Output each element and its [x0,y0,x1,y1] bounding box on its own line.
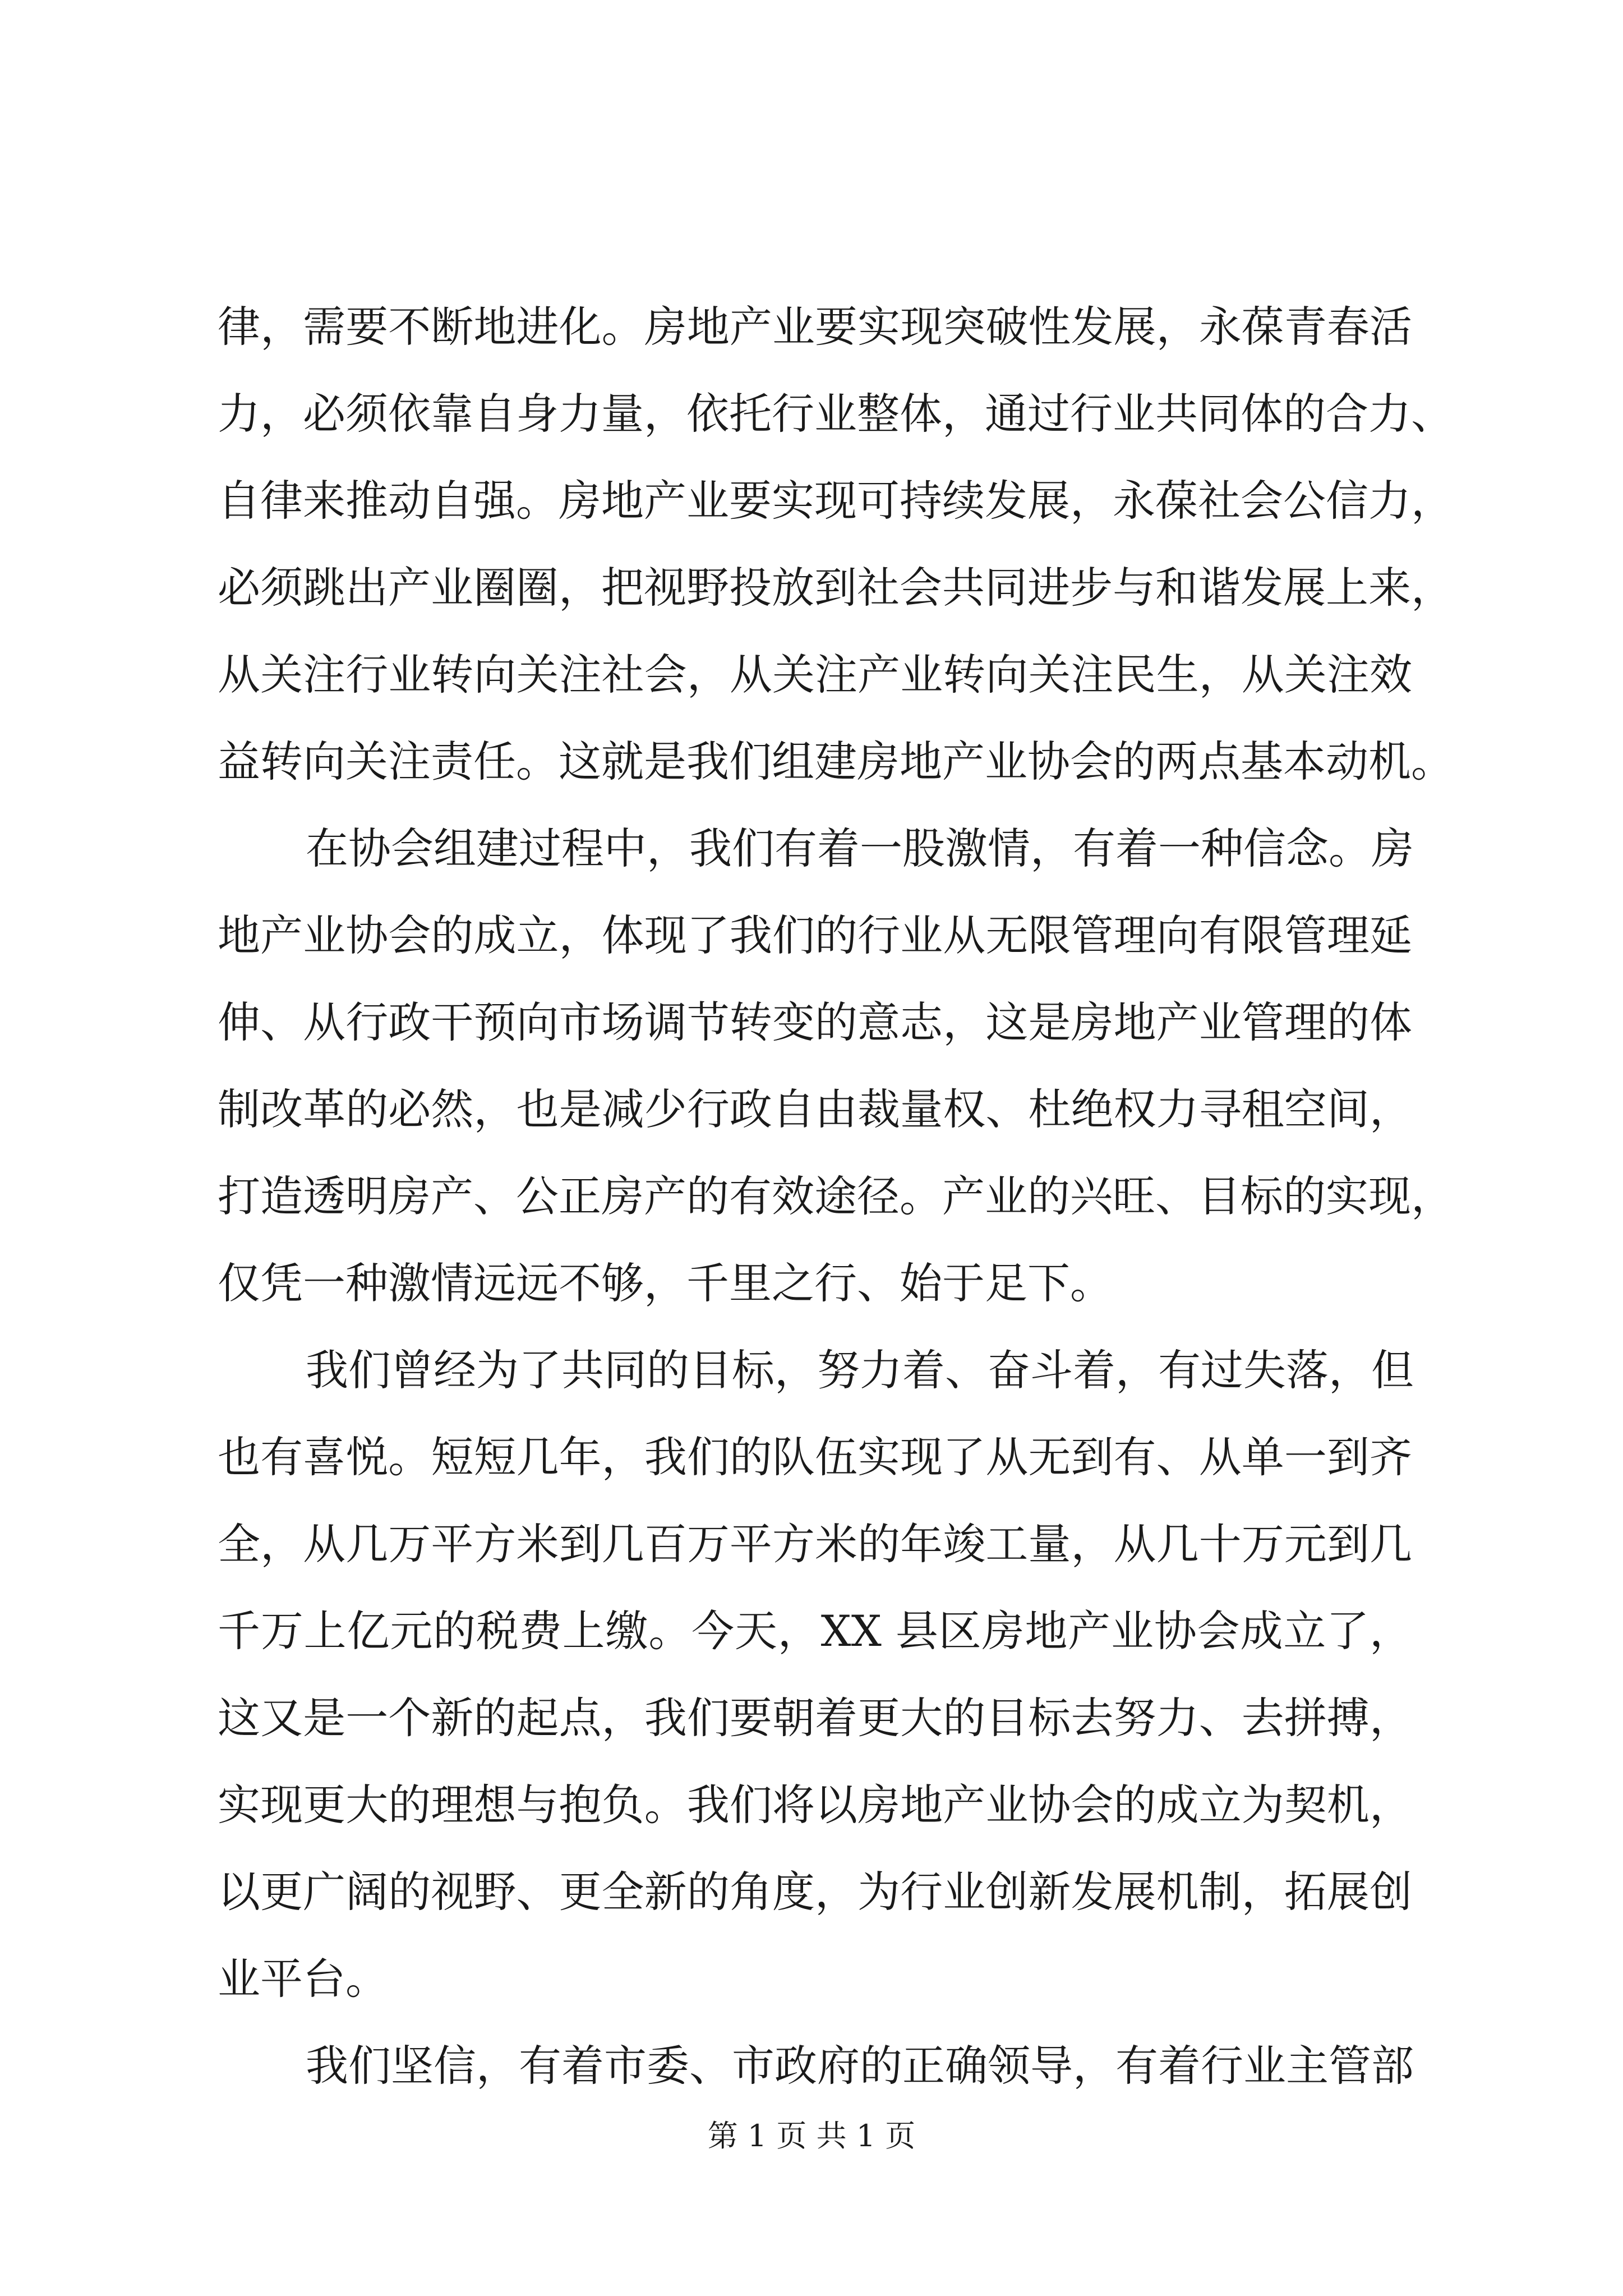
text-line: 业平台。 [218,1954,388,2004]
text-line: 我们坚信，有着市委、市政府的正确领导，有着行业主管部 [306,2041,1414,2091]
text-line: 必须跳出产业圈圈，把视野投放到社会共同进步与和谐发展上来， [218,563,1454,613]
text-line: 制改革的必然，也是减少行政自由裁量权、杜绝权力寻租空间， [218,1084,1412,1134]
text-line: 千万上亿元的税费上缴。今天，XX 县区房地产业协会成立了， [218,1606,1412,1656]
text-line: 自律来推动自强。房地产业要实现可持续发展，永葆社会公信力， [218,476,1454,526]
text-line: 以更广阔的视野、更全新的角度，为行业创新发展机制，拓展创 [218,1867,1412,1917]
text-line: 力，必须依靠自身力量，依托行业整体，通过行业共同体的合力、 [218,389,1454,439]
text-line: 这又是一个新的起点，我们要朝着更大的目标去努力、去拼搏， [218,1693,1412,1743]
text-line: 我们曾经为了共同的目标，努力着、奋斗着，有过失落，但 [306,1345,1414,1395]
text-line: 地产业协会的成立，体现了我们的行业从无限管理向有限管理延 [218,910,1412,960]
text-line: 律，需要不断地进化。房地产业要实现突破性发展，永葆青春活 [218,302,1412,352]
text-line: 打造透明房产、公正房产的有效途径。产业的兴旺、目标的实现， [218,1171,1454,1221]
text-line: 从关注行业转向关注社会，从关注产业转向关注民生，从关注效 [218,650,1412,700]
text-line: 伸、从行政干预向市场调节转变的意志，这是房地产业管理的体 [218,997,1412,1047]
text-line: 益转向关注责任。这就是我们组建房地产业协会的两点基本动机。 [218,737,1454,786]
text-line: 在协会组建过程中，我们有着一股激情，有着一种信念。房 [306,823,1414,873]
text-line: 实现更大的理想与抱负。我们将以房地产业协会的成立为契机， [218,1780,1412,1830]
page-footer: 第 1 页 共 1 页 [707,2118,916,2154]
text-line: 仅凭一种激情远远不够，千里之行、始于足下。 [218,1258,1113,1308]
text-line: 全，从几万平方米到几百万平方米的年竣工量，从几十万元到几 [218,1519,1412,1569]
text-line: 也有喜悦。短短几年，我们的队伍实现了从无到有、从单一到齐 [218,1432,1412,1482]
